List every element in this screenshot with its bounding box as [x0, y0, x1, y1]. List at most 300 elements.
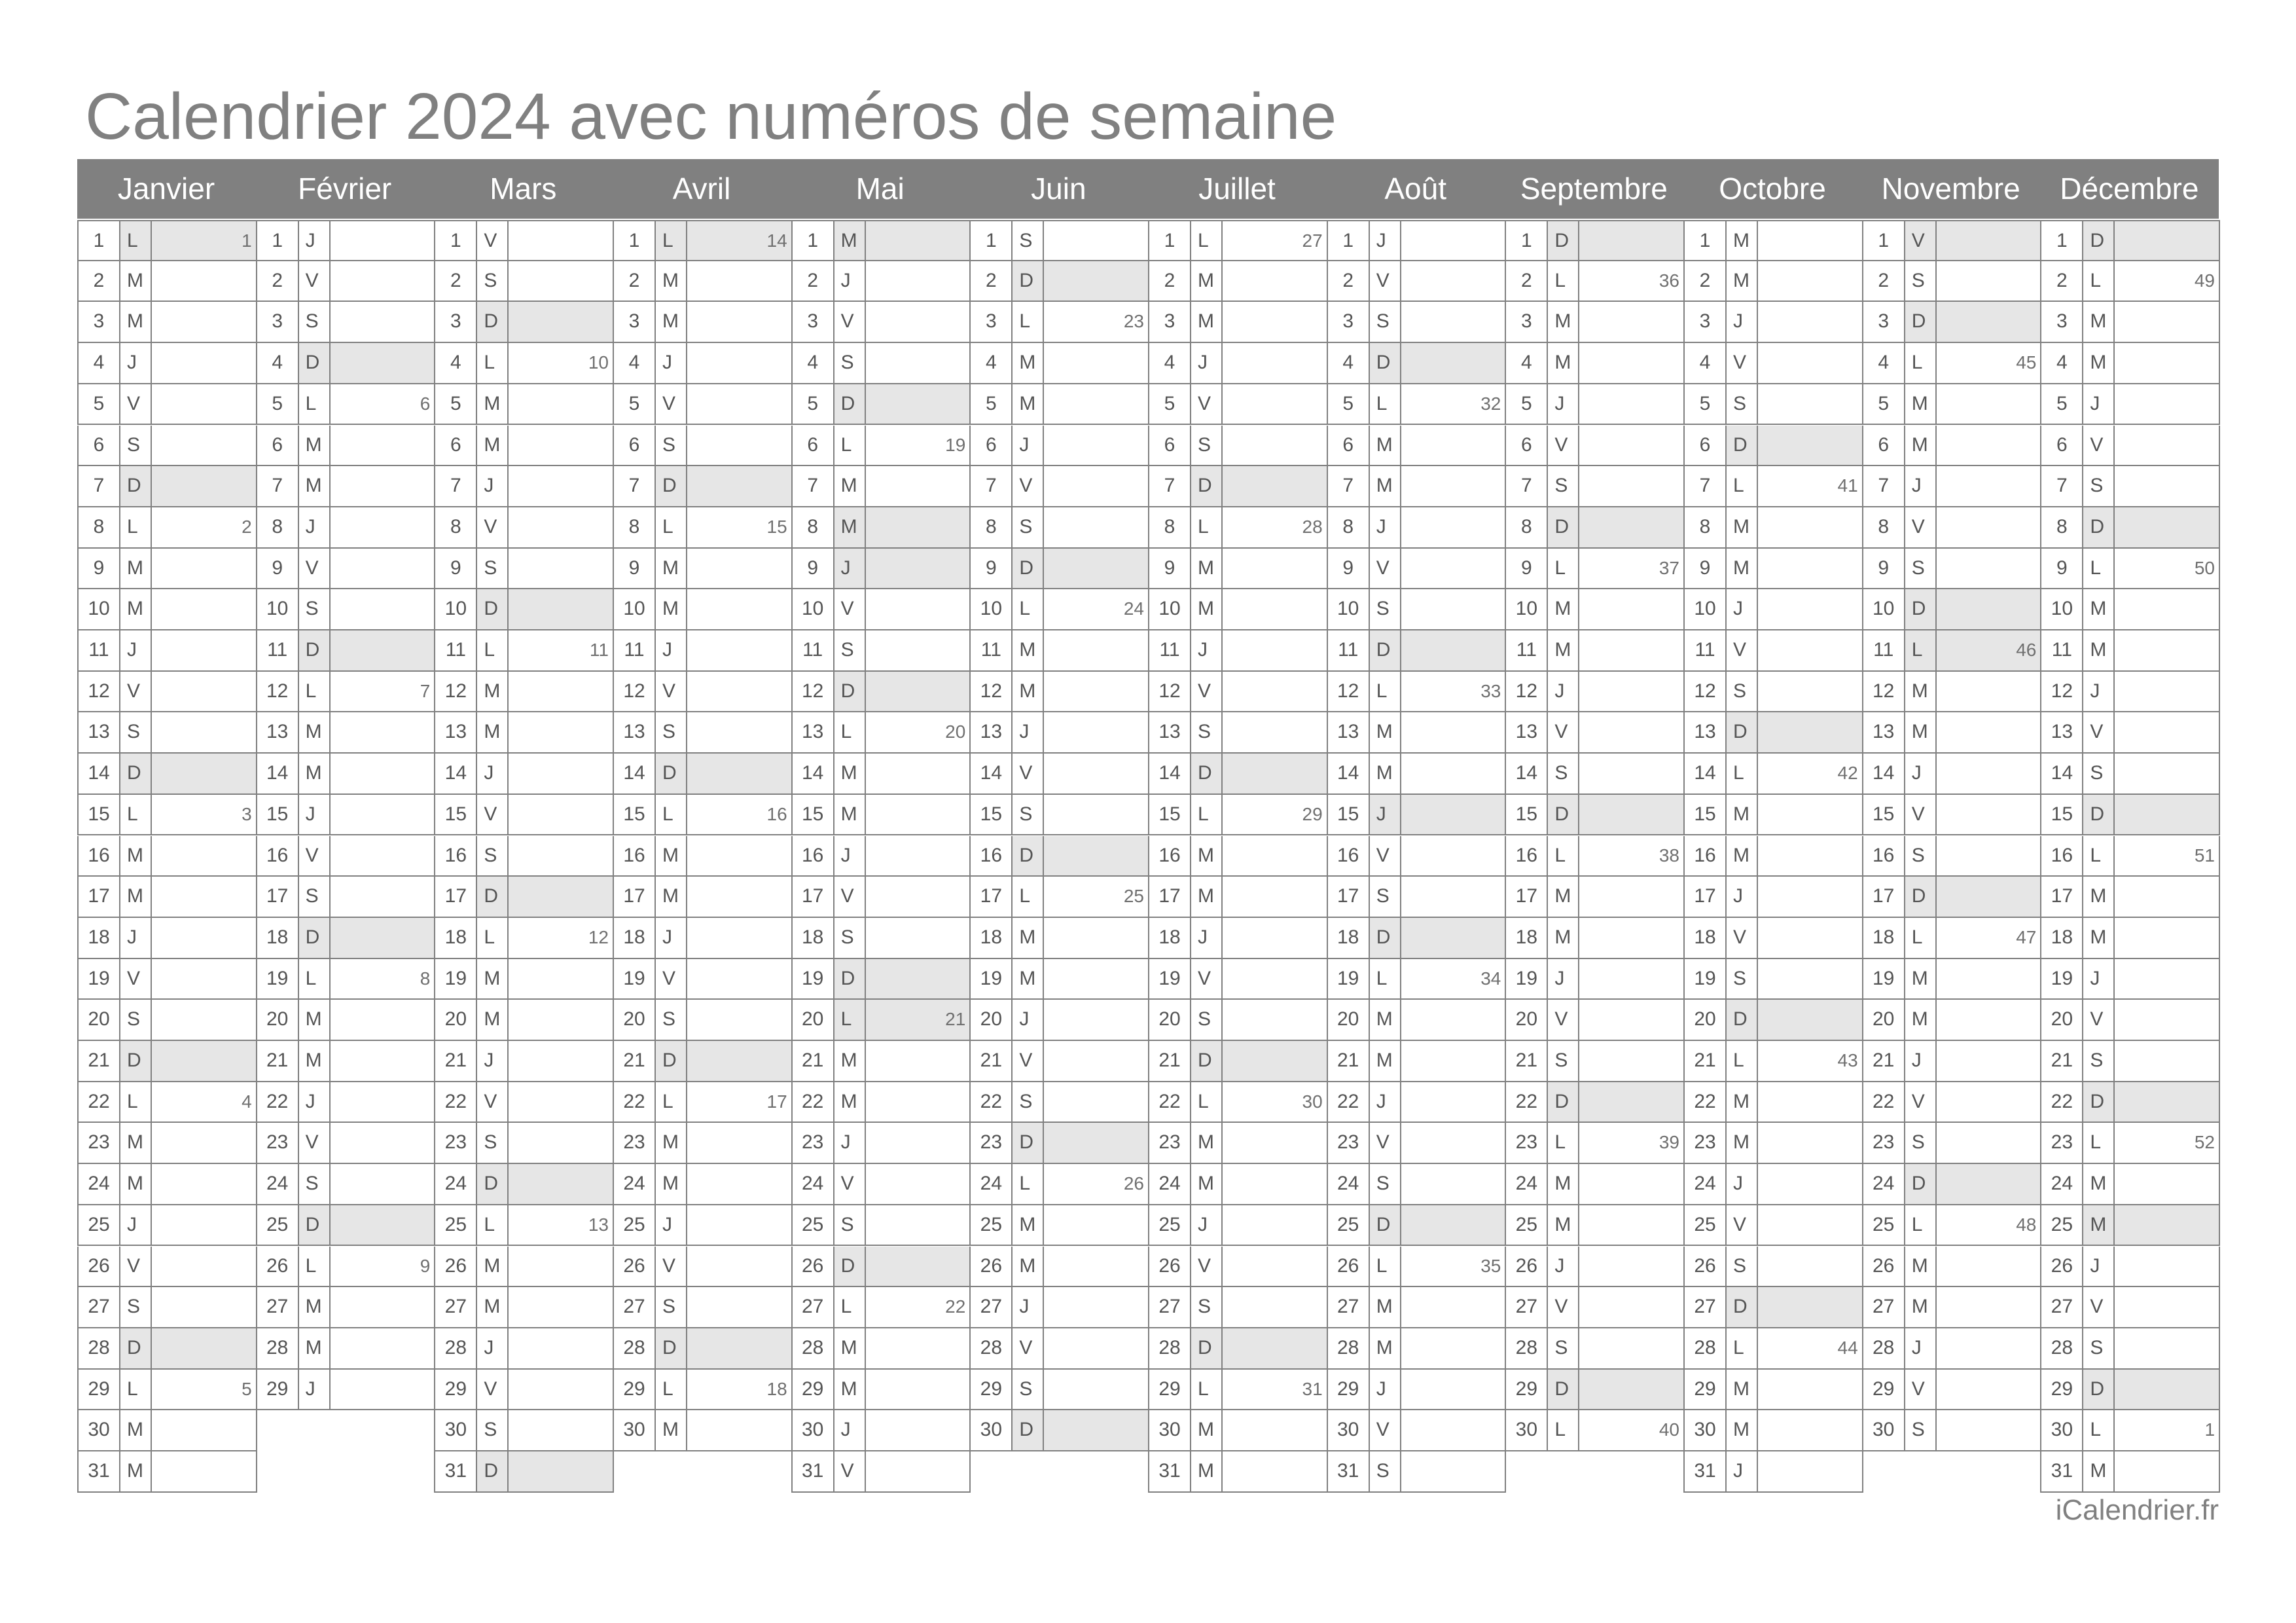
weekday-letter: V — [120, 384, 152, 424]
weekday-letter: M — [1727, 1370, 1758, 1410]
week-number — [1044, 1041, 1148, 1081]
weekday-letter: D — [1905, 1164, 1937, 1204]
week-number — [1223, 302, 1327, 342]
weekday-letter: D — [2083, 507, 2115, 547]
day-row — [1683, 507, 1863, 549]
week-number — [1223, 426, 1327, 465]
weekday-letter: V — [1905, 1082, 1937, 1122]
week-number — [509, 1410, 613, 1450]
weekday-letter: M — [834, 507, 866, 547]
week-number — [1044, 630, 1148, 670]
week-number — [1044, 1370, 1148, 1410]
weekday-letter: S — [1905, 1410, 1937, 1450]
day-number: 28 — [971, 1328, 1013, 1368]
week-number — [509, 754, 613, 793]
weekday-letter: M — [656, 261, 687, 301]
weekday-letter: M — [299, 1000, 331, 1040]
weekday-letter: V — [2083, 1000, 2115, 1040]
day-number: 26 — [1863, 1247, 1905, 1286]
week-number — [866, 549, 970, 589]
day-row — [1148, 1082, 1328, 1123]
day-number: 28 — [1863, 1328, 1905, 1368]
week-number — [1937, 549, 2041, 589]
day-row — [1505, 795, 1685, 836]
weekday-letter: L — [1905, 630, 1937, 670]
weekday-letter: L — [1905, 1205, 1937, 1245]
weekday-letter: M — [656, 549, 687, 589]
day-number: 5 — [1328, 384, 1370, 424]
day-row — [1505, 1287, 1685, 1328]
day-row — [969, 1082, 1149, 1123]
day-number: 4 — [1685, 343, 1727, 383]
page-title: Calendrier 2024 avec numéros de semaine — [85, 80, 1337, 153]
week-number: 18 — [766, 1378, 787, 1399]
week-number — [1758, 549, 1862, 589]
day-number: 13 — [257, 712, 299, 752]
day-number: 13 — [1149, 712, 1191, 752]
day-row — [256, 220, 436, 261]
weekday-letter: L — [120, 1082, 152, 1122]
week-number — [331, 1123, 435, 1163]
weekday-letter: V — [477, 1370, 509, 1410]
day-row — [2040, 959, 2220, 1000]
weekday-letter: L — [834, 426, 866, 465]
week-number — [1223, 712, 1327, 752]
day-number: 15 — [971, 795, 1013, 835]
weekday-letter: J — [656, 630, 687, 670]
weekday-letter: V — [1905, 221, 1937, 260]
weekday-letter: M — [1727, 1082, 1758, 1122]
weekday-letter: D — [1548, 795, 1579, 835]
day-row — [1862, 261, 2042, 302]
week-number: 30 — [1302, 1091, 1323, 1112]
day-number: 12 — [1149, 672, 1191, 712]
week-number: 12 — [588, 926, 609, 947]
day-row — [2040, 466, 2220, 507]
day-row — [1327, 384, 1507, 426]
day-number: 23 — [1863, 1123, 1905, 1163]
week-number — [331, 507, 435, 547]
day-row — [1862, 220, 2042, 261]
week-number — [1044, 712, 1148, 752]
week-number — [509, 1328, 613, 1368]
weekday-letter: M — [656, 877, 687, 917]
weekday-letter: S — [656, 1000, 687, 1040]
week-number — [866, 1164, 970, 1204]
week-number — [1223, 918, 1327, 958]
weekday-letter: V — [299, 1123, 331, 1163]
weekday-letter: S — [656, 1287, 687, 1327]
day-number: 3 — [1685, 302, 1727, 342]
day-row — [613, 1164, 793, 1205]
week-number — [1044, 1082, 1148, 1122]
weekday-letter: J — [477, 754, 509, 793]
weekday-letter: V — [299, 261, 331, 301]
day-row — [77, 466, 257, 507]
day-number: 4 — [435, 343, 477, 383]
day-number: 10 — [793, 589, 834, 629]
week-number — [152, 343, 256, 383]
day-row — [613, 672, 793, 713]
week-number — [152, 1328, 256, 1368]
day-number: 3 — [2041, 302, 2083, 342]
week-number — [509, 1123, 613, 1163]
month-name: Janvier — [117, 172, 215, 206]
day-number: 5 — [257, 384, 299, 424]
day-number: 5 — [1685, 384, 1727, 424]
day-number: 2 — [257, 261, 299, 301]
week-number — [1937, 1164, 2041, 1204]
week-number — [1758, 1370, 1862, 1410]
week-number — [1937, 836, 2041, 876]
week-number — [1044, 343, 1148, 383]
week-number — [1401, 1041, 1505, 1081]
day-number: 23 — [435, 1123, 477, 1163]
weekday-letter: V — [1013, 1041, 1044, 1081]
weekday-letter: D — [1727, 712, 1758, 752]
day-row — [1148, 1410, 1328, 1451]
day-number: 7 — [1149, 466, 1191, 506]
weekday-letter: D — [1727, 426, 1758, 465]
day-number: 20 — [971, 1000, 1013, 1040]
day-number: 3 — [793, 302, 834, 342]
day-number: 4 — [2041, 343, 2083, 383]
day-row — [969, 507, 1149, 549]
day-number: 29 — [2041, 1370, 2083, 1410]
week-number — [866, 507, 970, 547]
week-number — [687, 1287, 791, 1327]
day-row — [791, 220, 971, 261]
day-row — [434, 343, 614, 384]
week-number — [2115, 1328, 2219, 1368]
week-number — [866, 754, 970, 793]
weekday-letter: J — [299, 1370, 331, 1410]
week-number — [687, 589, 791, 629]
week-number: 6 — [420, 393, 431, 414]
day-number: 23 — [614, 1123, 656, 1163]
weekday-letter: D — [2083, 1370, 2115, 1410]
week-number — [1937, 507, 2041, 547]
weekday-letter: M — [1905, 712, 1937, 752]
week-number — [1223, 754, 1327, 793]
weekday-letter: M — [1905, 959, 1937, 999]
day-row — [1683, 1451, 1863, 1493]
weekday-letter: M — [656, 302, 687, 342]
week-number — [1579, 630, 1683, 670]
week-number — [2115, 507, 2219, 547]
week-number: 36 — [1659, 270, 1680, 291]
day-row — [434, 426, 614, 467]
day-number: 14 — [2041, 754, 2083, 793]
day-number: 16 — [614, 836, 656, 876]
week-number — [1579, 302, 1683, 342]
day-row — [1683, 343, 1863, 384]
day-number: 11 — [793, 630, 834, 670]
day-number: 7 — [257, 466, 299, 506]
day-row — [256, 261, 436, 302]
weekday-letter: J — [1905, 1328, 1937, 1368]
day-number: 20 — [614, 1000, 656, 1040]
day-number: 30 — [2041, 1410, 2083, 1450]
day-row — [1683, 589, 1863, 630]
day-row — [969, 712, 1149, 754]
day-row — [1683, 672, 1863, 713]
day-number: 6 — [793, 426, 834, 465]
weekday-letter: J — [1727, 877, 1758, 917]
week-number: 50 — [2194, 557, 2215, 578]
week-number — [152, 1041, 256, 1081]
week-number — [2115, 795, 2219, 835]
day-number: 1 — [971, 221, 1013, 260]
week-number — [1758, 1287, 1862, 1327]
day-row — [1327, 426, 1507, 467]
week-number — [687, 877, 791, 917]
day-row — [1862, 672, 2042, 713]
day-row — [256, 630, 436, 672]
weekday-letter: V — [477, 507, 509, 547]
week-number — [2115, 589, 2219, 629]
day-number: 5 — [971, 384, 1013, 424]
day-row — [434, 1205, 614, 1247]
day-number: 12 — [2041, 672, 2083, 712]
weekday-letter: M — [834, 795, 866, 835]
day-row — [969, 1328, 1149, 1370]
week-number — [2115, 1247, 2219, 1286]
week-number: 15 — [766, 516, 787, 537]
day-number: 20 — [1149, 1000, 1191, 1040]
weekday-letter: M — [299, 466, 331, 506]
day-number: 2 — [2041, 261, 2083, 301]
day-row — [613, 836, 793, 877]
weekday-letter: M — [1191, 1164, 1223, 1204]
day-number: 2 — [1328, 261, 1370, 301]
week-number — [1937, 672, 2041, 712]
day-number: 25 — [257, 1205, 299, 1245]
day-number: 25 — [1328, 1205, 1370, 1245]
weekday-letter: L — [299, 959, 331, 999]
day-row — [434, 1123, 614, 1164]
day-number: 30 — [971, 1410, 1013, 1450]
weekday-letter: M — [1013, 918, 1044, 958]
day-number: 11 — [1863, 630, 1905, 670]
weekday-letter: S — [120, 712, 152, 752]
week-number — [1044, 918, 1148, 958]
weekday-letter: M — [2083, 630, 2115, 670]
day-number: 17 — [435, 877, 477, 917]
day-number: 14 — [79, 754, 120, 793]
day-number: 3 — [1863, 302, 1905, 342]
day-row — [77, 426, 257, 467]
day-row — [2040, 630, 2220, 672]
day-row — [434, 1000, 614, 1041]
day-number: 21 — [1685, 1041, 1727, 1081]
day-row — [791, 1247, 971, 1288]
week-number — [1937, 1082, 2041, 1122]
week-number: 38 — [1659, 845, 1680, 866]
day-number: 24 — [1863, 1164, 1905, 1204]
day-number: 9 — [1506, 549, 1548, 589]
weekday-letter: V — [1191, 1247, 1223, 1286]
day-number: 22 — [1506, 1082, 1548, 1122]
day-number: 1 — [1149, 221, 1191, 260]
day-number: 3 — [971, 302, 1013, 342]
day-row — [791, 1000, 971, 1041]
week-number — [1401, 1451, 1505, 1491]
day-number: 22 — [79, 1082, 120, 1122]
day-row — [791, 918, 971, 959]
day-number: 18 — [1863, 918, 1905, 958]
week-number — [1223, 384, 1327, 424]
week-number — [866, 1451, 970, 1491]
day-number: 17 — [1863, 877, 1905, 917]
week-number — [687, 672, 791, 712]
day-row — [969, 795, 1149, 836]
day-row — [2040, 918, 2220, 959]
week-number — [1579, 343, 1683, 383]
day-number: 27 — [1149, 1287, 1191, 1327]
weekday-letter: L — [1370, 384, 1401, 424]
day-number: 28 — [435, 1328, 477, 1368]
day-row — [1683, 426, 1863, 467]
day-row — [613, 877, 793, 918]
day-number: 14 — [1506, 754, 1548, 793]
week-number — [331, 589, 435, 629]
weekday-letter: V — [299, 836, 331, 876]
week-number — [1758, 1164, 1862, 1204]
week-number: 42 — [1837, 763, 1858, 784]
weekday-letter: J — [477, 1328, 509, 1368]
day-row — [1148, 877, 1328, 918]
day-number: 26 — [1328, 1247, 1370, 1286]
week-number: 34 — [1480, 968, 1501, 989]
day-row — [613, 712, 793, 754]
day-number: 14 — [1685, 754, 1727, 793]
day-number: 15 — [257, 795, 299, 835]
week-number — [1401, 1123, 1505, 1163]
day-row — [1505, 549, 1685, 590]
week-number — [1937, 959, 2041, 999]
weekday-letter: L — [1548, 549, 1579, 589]
day-number: 14 — [971, 754, 1013, 793]
day-number: 26 — [1149, 1247, 1191, 1286]
day-number: 20 — [1685, 1000, 1727, 1040]
day-row — [1148, 918, 1328, 959]
weekday-letter: M — [2083, 589, 2115, 629]
day-row — [1505, 754, 1685, 795]
day-number: 7 — [1506, 466, 1548, 506]
week-number — [509, 877, 613, 917]
week-number — [1758, 959, 1862, 999]
day-row — [2040, 877, 2220, 918]
week-number — [687, 1247, 791, 1286]
day-number: 26 — [1685, 1247, 1727, 1286]
day-row — [2040, 1287, 2220, 1328]
day-row — [77, 589, 257, 630]
day-number: 8 — [971, 507, 1013, 547]
day-row — [969, 1164, 1149, 1205]
day-row — [434, 1082, 614, 1123]
weekday-letter: S — [477, 1123, 509, 1163]
day-number: 11 — [2041, 630, 2083, 670]
day-number: 5 — [614, 384, 656, 424]
weekday-letter: M — [1727, 261, 1758, 301]
day-row — [969, 630, 1149, 672]
weekday-letter: M — [1013, 343, 1044, 383]
day-row — [613, 466, 793, 507]
weekday-letter: L — [120, 507, 152, 547]
week-number — [1223, 672, 1327, 712]
day-number: 2 — [614, 261, 656, 301]
day-number: 6 — [79, 426, 120, 465]
week-number: 7 — [420, 680, 431, 701]
day-row — [1683, 1123, 1863, 1164]
weekday-letter: L — [2083, 1123, 2115, 1163]
week-number — [1401, 1164, 1505, 1204]
weekday-letter: D — [1013, 1410, 1044, 1450]
week-number — [1937, 1247, 2041, 1286]
day-row — [1327, 589, 1507, 630]
day-row — [1862, 1247, 2042, 1288]
weekday-letter: D — [656, 466, 687, 506]
week-number — [866, 343, 970, 383]
month-name: Avril — [672, 172, 731, 206]
week-number — [687, 918, 791, 958]
day-row — [256, 384, 436, 426]
day-row — [791, 1205, 971, 1247]
day-row — [1683, 1287, 1863, 1328]
weekday-letter: S — [1548, 1328, 1579, 1368]
day-number: 16 — [971, 836, 1013, 876]
day-row — [613, 384, 793, 426]
day-number: 31 — [79, 1451, 120, 1491]
day-row — [613, 507, 793, 549]
day-row — [1862, 1082, 2042, 1123]
day-row — [434, 1410, 614, 1451]
day-number: 15 — [614, 795, 656, 835]
week-number — [1937, 221, 2041, 260]
day-row — [2040, 549, 2220, 590]
day-number: 27 — [1328, 1287, 1370, 1327]
day-row — [1505, 630, 1685, 672]
day-row — [434, 1247, 614, 1288]
day-row — [2040, 754, 2220, 795]
day-number: 16 — [1863, 836, 1905, 876]
day-row — [1327, 1123, 1507, 1164]
day-number: 12 — [1863, 672, 1905, 712]
day-row — [1148, 754, 1328, 795]
week-number — [1401, 261, 1505, 301]
week-number — [152, 1164, 256, 1204]
day-row — [2040, 1000, 2220, 1041]
week-number — [866, 589, 970, 629]
week-number — [1223, 1287, 1327, 1327]
day-number: 9 — [1685, 549, 1727, 589]
weekday-letter: L — [1370, 959, 1401, 999]
day-row — [1505, 261, 1685, 302]
weekday-letter: L — [1013, 1164, 1044, 1204]
day-number: 5 — [2041, 384, 2083, 424]
day-number: 23 — [1506, 1123, 1548, 1163]
week-number — [1223, 1328, 1327, 1368]
day-number: 25 — [793, 1205, 834, 1245]
week-number — [1758, 1205, 1862, 1245]
day-number: 21 — [793, 1041, 834, 1081]
day-number: 4 — [1506, 343, 1548, 383]
week-number — [1223, 343, 1327, 383]
day-number: 29 — [257, 1370, 299, 1410]
weekday-letter: S — [477, 261, 509, 301]
weekday-letter: M — [1905, 672, 1937, 712]
